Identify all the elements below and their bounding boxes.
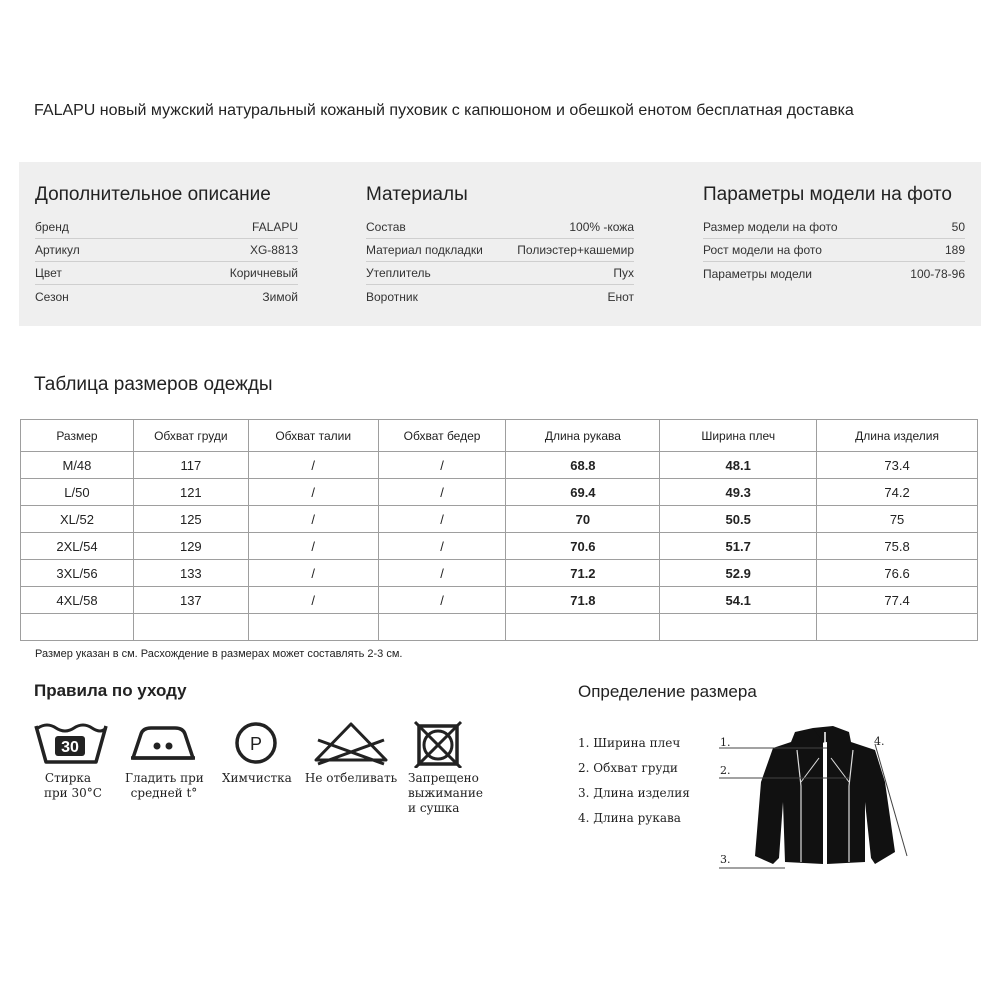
list-item: 4. Длина рукава [578,811,681,825]
info-label: бренд [35,220,69,234]
info-label: Материал подкладки [366,243,483,257]
info-label: Артикул [35,243,80,257]
table-header-row [21,420,978,452]
table-cell: XL/52 [21,506,134,533]
no-bleach-icon [312,720,390,771]
table-cell: 68.8 [506,452,660,479]
info-row [35,285,298,308]
table-row [21,452,978,479]
table-cell: 49.3 [660,479,817,506]
size-chart-table [20,419,978,641]
info-label: Цвет [35,266,62,280]
table-cell: 51.7 [660,533,817,560]
measurement-title: Определение размера [578,682,757,701]
jacket-diagram [715,722,915,877]
info-row [703,216,965,239]
dry-clean-p-icon [233,720,279,771]
table-row [21,533,978,560]
wash-temperature: 30 [61,739,79,756]
info-value: FALAPU [251,220,298,234]
info-value: 189 [944,243,965,257]
table-cell: 129 [133,533,248,560]
column-header: Длина изделия [817,420,978,452]
table-cell: 50.5 [660,506,817,533]
materials-heading: Материалы [366,184,468,205]
info-label: Размер модели на фото [703,220,838,234]
no-wring-dry-icon [413,720,463,773]
table-cell: / [378,506,506,533]
table-cell [660,614,817,641]
table-cell: 133 [133,560,248,587]
table-cell: / [248,452,378,479]
info-value: 100% -кожа [569,220,634,234]
info-value: Коричневый [229,266,298,280]
care-label-line: и сушка [408,801,460,815]
product-info-panel [19,162,981,326]
info-label: Утеплитель [366,266,431,280]
table-cell: 121 [133,479,248,506]
table-cell [378,614,506,641]
product-title: FALAPU новый мужский натуральный кожаный пуховик с капюшоном и обешкой енотом бесплатная доставка [34,102,854,119]
table-cell: / [378,533,506,560]
care-label [304,771,398,786]
table-cell: 54.1 [660,587,817,614]
table-cell: / [378,560,506,587]
care-label [125,771,203,801]
info-row [366,239,634,262]
info-value: Зимой [262,289,298,304]
care-label-line: Стирка [44,771,92,785]
additional-description-section [35,184,298,308]
care-title: Правила по уходу [34,681,187,700]
table-cell: / [248,533,378,560]
info-label: Сезон [35,289,69,304]
care-label-line: Химчистка [222,771,292,785]
info-label: Состав [366,220,406,234]
marker-length: 3. [720,853,731,866]
size-chart-title: Таблица размеров одежды [34,374,273,395]
dry-clean-letter: P [249,734,263,754]
table-cell: 71.8 [506,587,660,614]
model-parameters-section [703,184,965,285]
table-row [21,587,978,614]
table-cell [133,614,248,641]
table-cell: 71.2 [506,560,660,587]
info-row [35,239,298,262]
column-header: Обхват бедер [378,420,506,452]
table-cell: 3XL/56 [21,560,134,587]
table-cell [817,614,978,641]
info-label: Параметры модели [703,266,812,281]
table-cell [506,614,660,641]
marker-chest: 2. [720,764,731,777]
table-cell [21,614,134,641]
table-row [21,506,978,533]
table-cell [248,614,378,641]
table-cell: 69.4 [506,479,660,506]
info-row [366,285,634,308]
info-value: Пух [613,266,634,280]
column-header: Ширина плеч [660,420,817,452]
info-label: Рост модели на фото [703,243,822,257]
table-cell: 125 [133,506,248,533]
table-cell: / [378,587,506,614]
care-label [222,771,290,786]
info-value: Енот [607,289,634,304]
measurement-list [578,736,690,836]
table-row [21,560,978,587]
table-cell: 4XL/58 [21,587,134,614]
additional-description-heading: Дополнительное описание [35,184,271,205]
care-label-line: Гладить при [125,771,204,785]
column-header: Обхват талии [248,420,378,452]
table-cell: 117 [133,452,248,479]
table-cell: 76.6 [817,560,978,587]
list-item: 3. Длина изделия [578,786,690,800]
info-row [35,216,298,239]
care-label-line: Не отбеливать [304,771,398,785]
table-cell: / [378,479,506,506]
table-cell: 52.9 [660,560,817,587]
table-cell: 77.4 [817,587,978,614]
table-row [21,479,978,506]
care-label [44,771,102,801]
size-note: Размер указан в см. Расхождение в размерах может составлять 2-3 см. [35,648,403,660]
marker-shoulder-width: 1. [720,736,731,749]
care-label-line: Запрещено [408,771,479,785]
table-cell: 48.1 [660,452,817,479]
info-row [35,262,298,285]
column-header: Обхват груди [133,420,248,452]
care-label-line: выжимание [408,786,483,800]
table-cell: 70.6 [506,533,660,560]
info-value: XG-8813 [249,243,298,257]
wash-30-icon [34,720,108,771]
info-row [366,216,634,239]
materials-section [366,184,634,308]
list-item: 1. Ширина плеч [578,736,681,750]
info-row [366,262,634,285]
table-cell: 73.4 [817,452,978,479]
info-value: 50 [951,220,965,234]
list-item: 2. Обхват груди [578,761,678,775]
marker-sleeve: 4. [874,735,885,748]
table-cell: / [248,506,378,533]
info-row [703,239,965,262]
info-label: Воротник [366,289,418,304]
column-header: Размер [21,420,134,452]
info-row [703,262,965,285]
table-cell: 75.8 [817,533,978,560]
table-row-empty [21,614,978,641]
care-label-line: средней t° [130,786,198,800]
care-label [408,771,488,816]
model-parameters-heading: Параметры модели на фото [703,184,952,205]
table-cell: 75 [817,506,978,533]
info-value: Полиэстер+кашемир [517,243,634,257]
iron-medium-icon [127,720,199,771]
table-cell: L/50 [21,479,134,506]
table-cell: M/48 [21,452,134,479]
table-cell: / [248,479,378,506]
care-label-line: при 30°C [44,786,102,800]
table-cell: / [248,587,378,614]
info-value: 100-78-96 [910,266,965,281]
table-cell: 70 [506,506,660,533]
column-header: Длина рукава [506,420,660,452]
table-cell: / [248,560,378,587]
table-cell: 2XL/54 [21,533,134,560]
table-cell: 74.2 [817,479,978,506]
table-cell: 137 [133,587,248,614]
table-cell: / [378,452,506,479]
